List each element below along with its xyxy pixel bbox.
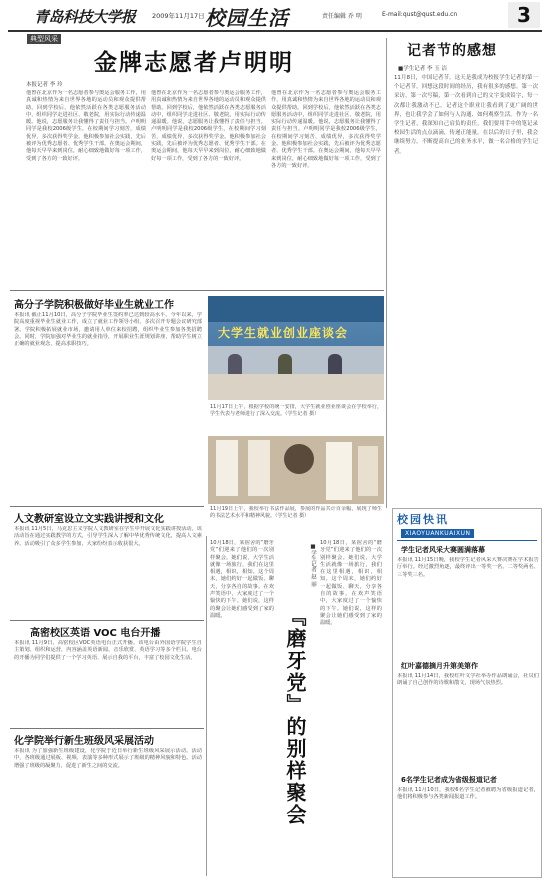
campus-news-box [392, 508, 542, 878]
masthead-rule [8, 30, 542, 32]
article5-headline: 化学院举行新生班级风采展活动 [14, 736, 154, 747]
lead-body-col3: 他曾在北京作为一名志愿者参与奥运会服务工作，用真诚和热情为来自世界各地的运动员和观众提供帮助。回到学校后，他依然活跃在各类志愿服务活动中，组织同学走进社区、敬老院，用实际行动传递温暖。他说，志愿服务让我懂得了责任与担当。卢明明同学是我校2006级学生，在校期间学习刻苦，成绩优异，多次获得奖学金。他积极参加社会实践，先后被评为优秀志愿者、优秀学生干部。在奥运会期间，他每天早早来到岗位，耐心细致地做好每一项工作，受到了各方的一致好评。 [271, 90, 381, 169]
campus-news-title: 校园快讯 [397, 513, 449, 526]
paper-name: 青岛科技大学报 [34, 8, 136, 26]
news-item-headline: 6名学生记者成为省级报道记者 [401, 776, 497, 784]
lead-body-col1: 他曾在北京作为一名志愿者参与奥运会服务工作，用真诚和热情为来自世界各地的运动员和观众提供帮助。回到学校后，他依然活跃在各类志愿服务活动中，组织同学走进社区、敬老院，用实际行动传递温暖。他说，志愿服务让我懂得了责任与担当。卢明明同学是我校2006级学生，在校期间学习刻苦，成绩优异，多次获得奖学金。他积极参加社会实践，先后被评为优秀志愿者、优秀学生干部。在奥运会期间，他每天早早来到岗位，耐心细致地做好每一项工作，受到了各方的一致好评。 [26, 90, 146, 162]
article2-headline: 高分子学院积极做好毕业生就业工作 [14, 300, 174, 311]
section-rule-4 [10, 728, 204, 729]
news-item-headline: 学生记者风采大赛圆满落幕 [401, 546, 485, 554]
campus-news-sub-rule [397, 540, 537, 541]
article4-headline: 高密校区英语 VOC 电台开播 [30, 628, 161, 639]
page-number: 3 [508, 2, 540, 28]
calligraphy-photo [208, 436, 384, 504]
banner-caption: 11月17日上午，根据学校的统一安排，大学生就业创业座谈会在学校举行，学生代表与老师进行了深入交流。（学生记者 摄） [210, 404, 382, 417]
news-item-body: 本报讯 11月14日，我校红叶文学社举办作品朗诵会，社员们朗诵了自己创作的诗歌和散文，现场气氛热烈。 [397, 673, 539, 687]
lead-byline: 本报记者 李 玲 [26, 82, 63, 88]
column-divider [386, 38, 387, 508]
editor-credit: 责任编辑 乔 明 [322, 13, 362, 20]
section-rule-3 [10, 620, 204, 621]
lead-headline: 金牌志愿者卢明明 [94, 50, 294, 76]
calligraphy-caption: 11月19日上午，我校举行书法作品展，参展的作品共计百余幅，展现了师生的书法艺术水平和精神风貌。（学生记者 摄） [210, 506, 382, 519]
article2-body: 本报讯 截止11月10日，高分子学院毕业生签约率已达到较高水平。今年以来，学院高度重视毕业生就业工作，成立了就业工作领导小组，多次召开专题会议研究部署。学院积极拓展就业市场，邀请用人单位来校招聘，组织毕业生参加各类招聘会。同时，学院加强对毕业生的就业指导，开展职业生涯规划讲座，帮助学生树立正确的就业观念，提高求职技巧。 [14, 312, 202, 348]
banner-slogan: 大学生就业创业座谈会 [218, 326, 349, 340]
masthead [0, 0, 550, 30]
article5-body: 本报讯 为了加强新生班级建设，化学院于近日举行新生班级风采展示活动。活动中，各班级通过展板、视频、表演等多种形式展示了班级的精神风貌和特色。活动增强了班级的凝聚力，促进了新生之间的交流。 [14, 748, 202, 769]
magic-body-col1: 10月18日，某宿舍的“磨牙党”们迎来了他们的一次别样聚会。她们说，大学生活就像一场旅行，我们在这里相遇，相识，相知。这个周末，她们约好一起做饭、聊天，分享各自的故事。在欢声笑语中，大家度过了一个愉快的下午。她们说，这样的聚会让她们感受到了家的温暖。 [210, 540, 274, 619]
news-item-headline: 红叶嘉德摘月升第美第作 [401, 662, 478, 670]
lead-body-col2: 他曾在北京作为一名志愿者参与奥运会服务工作，用真诚和热情为来自世界各地的运动员和观众提供帮助。回到学校后，他依然活跃在各类志愿服务活动中，组织同学走进社区、敬老院，用实际行动传递温暖。他说，志愿服务让我懂得了责任与担当。卢明明同学是我校2006级学生，在校期间学习刻苦，成绩优异，多次获得奖学金。他积极参加社会实践，先后被评为优秀志愿者、优秀学生干部。在奥运会期间，他每天早早来到岗位，耐心细致地做好每一项工作，受到了各方的一致好评。 [151, 90, 266, 162]
banner-photo [208, 296, 384, 400]
section-rule-2 [10, 506, 204, 507]
news-item [397, 661, 539, 771]
editor-note-byline: ■学生记者 李 玉 洁 [398, 66, 447, 72]
news-item [397, 775, 539, 875]
magic-byline: ■学生记者 赵 丽 [310, 544, 316, 587]
article3-body: 本报讯 11月5日，马克思主义学院人文教研室在学生中开展文化实践讲授活动。该活动旨在通过实践教学的方式，引导学生深入了解中华优秀传统文化，提高人文素养。活动吸引了众多学生参加，大家纷纷表示收获很大。 [14, 526, 202, 547]
magic-body-col2: 10月18日，某宿舍的“磨牙党”们迎来了他们的一次别样聚会。她们说，大学生活就像一场旅行，我们在这里相遇，相识，相知。这个周末，她们约好一起做饭、聊天，分享各自的故事。在欢声笑语中，大家度过了一个愉快的下午。她们说，这样的聚会让她们感受到了家的温暖。 [320, 540, 382, 627]
section-rule-1 [10, 290, 384, 291]
campus-news-subtitle: XIAOYUANKUAIXUN [401, 529, 474, 538]
editor-email: E-mail:qust@qust.edu.cn [382, 11, 458, 18]
editor-note-headline: 记者节的感想 [407, 43, 497, 59]
column-divider-2 [206, 536, 207, 876]
news-item-body: 本报讯 11月15日晚，我校学生记者风采大赛决赛在学术报告厅举行。经过激烈角逐，最终评出一等奖一名、二等奖两名、三等奖三名。 [397, 557, 539, 578]
editor-note-body: 11月8日，中国记者节。这天是我成为校报学生记者的第一个记者节，回想这段时间的经历，我有很多的感想。第一次采访，第一次写稿，第一次看到自己的文字变成铅字，每一次都让我激动不已。记者这个职业让我看到了更广阔的世界，也让我学会了如何与人沟通、如何观察生活。作为一名学生记者，我深知自己肩负的责任，我们要用手中的笔记录校园生活的点点滴滴，传递正能量。在以后的日子里，我会继续努力，不断提高自己的业务水平，做一名合格的学生记者。 [394, 75, 538, 155]
section-label: 典型风采 [27, 34, 61, 44]
issue-date: 2009年11月17日 [152, 12, 205, 20]
news-item [397, 545, 539, 657]
news-item-body: 本报讯 11月10日，我校6名学生记者被聘为省级报道记者，他们将积极参与各类新闻报道工作。 [397, 787, 539, 801]
section-title: 校园生活 [205, 6, 289, 30]
article3-headline: 人文教研室设立文实践讲授和文化 [14, 514, 164, 525]
magic-headline: 『磨牙党』的别样聚会 [283, 606, 307, 826]
article4-body: 本报讯 11月9日，高密校区VOC英语电台正式开播。该电台由外国语学院学生自主策划、组织和运营，内容涵盖英语新闻、音乐欣赏、英语学习等多个栏目。电台的开播为同学们提供了一个学习英语、展示自我的平台，丰富了校园文化生活。 [14, 640, 202, 661]
